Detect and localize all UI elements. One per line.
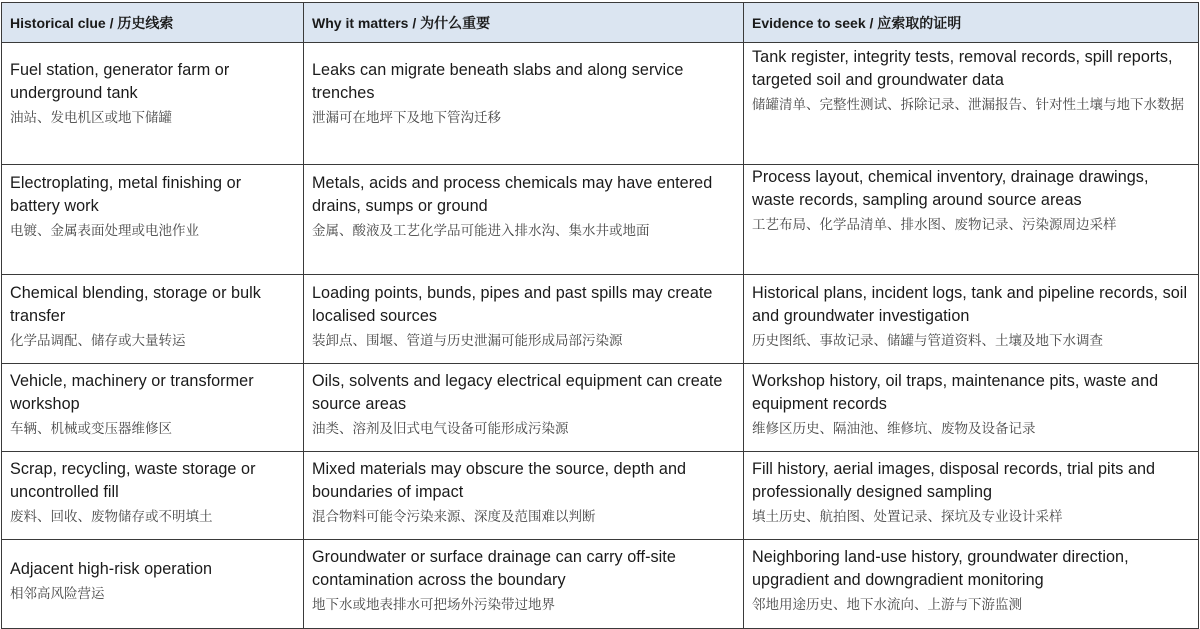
clue-cell (2, 540, 304, 629)
clue-english: Chemical blending, storage or bulk transfer (10, 284, 261, 325)
why-cell (304, 275, 744, 364)
table-row (2, 165, 1199, 275)
why-chinese: 混合物料可能令污染来源、深度及范围难以判断 (312, 509, 596, 525)
table-row (2, 43, 1199, 165)
header-why-it-matters: Why it matters / 为什么重要 (304, 3, 744, 43)
why-chinese: 金属、酸液及工艺化学品可能进入排水沟、集水井或地面 (312, 223, 650, 239)
table-row (2, 540, 1199, 629)
evidence-english: Tank register, integrity tests, removal records, spill reports, targeted soil and groundwater data (752, 48, 1173, 89)
evidence-english: Workshop history, oil traps, maintenance pits, waste and equipment records (752, 372, 1159, 413)
clue-cell (2, 275, 304, 364)
evidence-table-container (1, 2, 1198, 629)
why-cell (304, 540, 744, 629)
clue-cell (2, 43, 304, 165)
historical-clues-table (1, 2, 1199, 629)
clue-cell (2, 165, 304, 275)
header-evidence-to-seek: Evidence to seek / 应索取的证明 (744, 3, 1199, 43)
table-header (2, 3, 1199, 43)
why-cell (304, 364, 744, 452)
table-row (2, 275, 1199, 364)
evidence-chinese: 维修区历史、隔油池、维修坑、废物及设备记录 (752, 421, 1036, 437)
clue-english: Scrap, recycling, waste storage or uncontrolled fill (10, 460, 256, 501)
why-english: Leaks can migrate beneath slabs and along service trenches (312, 61, 684, 102)
clue-english: Adjacent high-risk operation (10, 560, 213, 578)
why-english: Metals, acids and process chemicals may have entered drains, sumps or ground (312, 174, 713, 215)
evidence-cell (744, 275, 1199, 364)
why-cell (304, 165, 744, 275)
clue-english: Electroplating, metal finishing or battery work (10, 174, 242, 215)
evidence-chinese: 邻地用途历史、地下水流向、上游与下游监测 (752, 597, 1022, 613)
table-body (2, 43, 1199, 629)
why-english: Mixed materials may obscure the source, depth and boundaries of impact (312, 460, 687, 501)
evidence-cell (744, 540, 1199, 629)
evidence-english: Process layout, chemical inventory, drainage drawings, waste records, sampling around source areas (752, 168, 1149, 209)
why-chinese: 泄漏可在地坪下及地下管沟迁移 (312, 110, 501, 126)
why-english: Oils, solvents and legacy electrical equipment can create source areas (312, 372, 723, 413)
evidence-cell (744, 364, 1199, 452)
clue-cell (2, 364, 304, 452)
clue-chinese: 电镀、金属表面处理或电池作业 (10, 223, 199, 239)
header-row (2, 3, 1199, 43)
why-chinese: 地下水或地表排水可把场外污染带过地界 (312, 597, 555, 613)
evidence-english: Historical plans, incident logs, tank and pipeline records, soil and groundwater investigation (752, 284, 1188, 325)
table-row (2, 364, 1199, 452)
evidence-chinese: 储罐清单、完整性测试、拆除记录、泄漏报告、针对性土壤与地下水数据 (752, 97, 1184, 113)
evidence-cell (744, 43, 1199, 165)
why-chinese: 油类、溶剂及旧式电气设备可能形成污染源 (312, 421, 569, 437)
clue-chinese: 废料、回收、废物储存或不明填土 (10, 509, 213, 525)
clue-english: Vehicle, machinery or transformer workshop (10, 372, 254, 413)
why-cell (304, 452, 744, 540)
clue-chinese: 油站、发电机区或地下储罐 (10, 110, 172, 126)
clue-chinese: 化学品调配、储存或大量转运 (10, 333, 186, 349)
clue-english: Fuel station, generator farm or underground tank (10, 61, 230, 102)
why-cell (304, 43, 744, 165)
why-english: Loading points, bunds, pipes and past spills may create localised sources (312, 284, 713, 325)
evidence-english: Neighboring land-use history, groundwater direction, upgradient and downgradient monitoring (752, 548, 1129, 589)
why-english: Groundwater or surface drainage can carry off-site contamination across the boundary (312, 548, 676, 589)
evidence-english: Fill history, aerial images, disposal records, trial pits and professionally designed sampling (752, 460, 1156, 501)
evidence-chinese: 历史图纸、事故记录、储罐与管道资料、土壤及地下水调查 (752, 333, 1103, 349)
evidence-chinese: 填土历史、航拍图、处置记录、探坑及专业设计采样 (752, 509, 1063, 525)
evidence-chinese: 工艺布局、化学品清单、排水图、废物记录、污染源周边采样 (752, 217, 1117, 233)
header-historical-clue: Historical clue / 历史线索 (2, 3, 304, 43)
clue-chinese: 相邻高风险营运 (10, 586, 105, 602)
evidence-cell (744, 452, 1199, 540)
why-chinese: 装卸点、围堰、管道与历史泄漏可能形成局部污染源 (312, 333, 623, 349)
clue-chinese: 车辆、机械或变压器维修区 (10, 421, 172, 437)
clue-cell (2, 452, 304, 540)
table-row (2, 452, 1199, 540)
evidence-cell (744, 165, 1199, 275)
